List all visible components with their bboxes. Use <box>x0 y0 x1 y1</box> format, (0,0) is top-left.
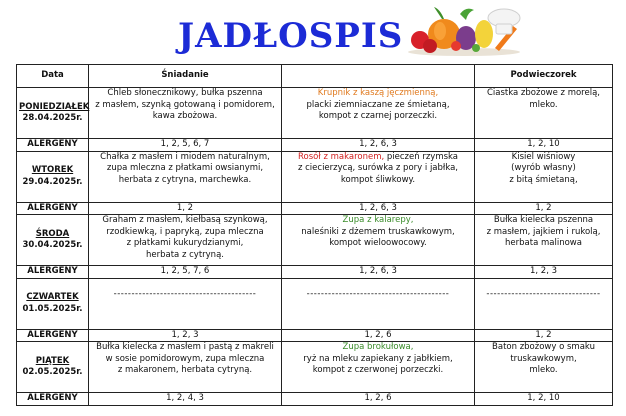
lunch-cell <box>282 278 475 329</box>
allergens-snack: 1, 2, 10 <box>475 139 613 152</box>
allergens-lunch: 1, 2, 6, 3 <box>282 139 475 152</box>
allergens-lunch: 1, 2, 6 <box>282 329 475 342</box>
breakfast-cell <box>89 88 282 139</box>
day-name: PONIEDZIAŁEK <box>19 101 90 112</box>
soup-name: Krupnik z kaszą jęczmienną, <box>317 88 439 98</box>
meal-line: zupa mleczna z płatkami owsianymi, <box>106 163 264 173</box>
allergens-snack: 1, 2, 3 <box>475 266 613 279</box>
allergens-row <box>17 266 613 279</box>
breakfast-cell <box>89 215 282 266</box>
allergens-label: ALERGENY <box>17 139 89 152</box>
day-date: 30.04.2025r. <box>22 240 83 250</box>
meal-line: (wyrób własny) <box>511 163 576 173</box>
meal-line: herbata z cytryna, marchewka. <box>118 174 252 185</box>
day-name: ŚRODA <box>35 228 70 239</box>
meal-line: ryż na mleku zapiekany z jabłkiem, <box>303 353 453 364</box>
allergens-snack: 1, 2, 10 <box>475 393 613 406</box>
allergens-breakfast: 1, 2, 4, 3 <box>89 393 282 406</box>
meal-line: herbata z cytryną. <box>146 249 224 260</box>
table-row <box>17 88 613 139</box>
snack-cell <box>475 215 613 266</box>
breakfast-cell <box>89 342 282 393</box>
allergens-breakfast: 1, 2 <box>89 202 282 215</box>
meal-line: Kisiel wiśniowy <box>511 151 576 162</box>
meal-line: z płatkami kukurydzianymi, <box>126 238 244 248</box>
table-row <box>17 278 613 329</box>
day-cell <box>17 215 89 266</box>
soup-name: Zupa brokułowa, <box>342 342 414 352</box>
breakfast-cell <box>89 278 282 329</box>
lunch-cell <box>282 342 475 393</box>
day-cell <box>17 278 89 329</box>
meal-line: placki ziemniaczane ze śmietaną, <box>306 99 450 110</box>
meal-line: truskawkowym, <box>510 353 577 364</box>
meal-line: naleśniki z dżemem truskawkowym, <box>301 226 455 237</box>
meal-line: z masłem, szynką gotowaną i pomidorem, <box>95 99 275 110</box>
meal-line: kawa zbożowa. <box>152 111 218 121</box>
day-name: PIĄTEK <box>35 355 70 366</box>
meal-line: z makaronem, herbata cytryną. <box>117 365 253 375</box>
day-name: WTOREK <box>31 165 74 175</box>
meal-line: Ciastka zbożowe z morelą, <box>486 88 600 98</box>
lunch-cell <box>282 215 475 266</box>
meal-line: w sosie pomidorowym, zupa mleczna <box>105 353 265 364</box>
meal-line: Bułka kielecka z masłem i pastą z makreli <box>96 342 274 352</box>
header <box>0 0 626 62</box>
allergens-row <box>17 329 613 342</box>
empty-dash: -------------------------------- <box>486 288 601 299</box>
menu-table <box>16 64 613 406</box>
allergens-label: ALERGENY <box>17 266 89 279</box>
page-title: JADŁOSPIS <box>178 16 404 56</box>
allergens-row <box>17 202 613 215</box>
header-lunch <box>282 65 475 88</box>
day-name: CZWARTEK <box>26 292 79 302</box>
breakfast-cell <box>89 151 282 202</box>
day-date: 28.04.2025r. <box>22 113 83 123</box>
allergens-breakfast: 1, 2, 5, 7, 6 <box>89 266 282 279</box>
allergens-row <box>17 139 613 152</box>
meal-line: pieczeń rzymska <box>384 151 459 162</box>
day-date: 29.04.2025r. <box>22 176 83 187</box>
vegetables-illustration-icon <box>400 4 528 56</box>
soup-name: Rosół z makaronem, <box>297 151 385 162</box>
meal-line: Graham z masłem, kiełbasą szynkową, <box>102 215 268 225</box>
meal-line: Chleb słonecznikowy, bułka pszenna <box>107 88 263 98</box>
soup-name: Zupa z kalarepy, <box>342 215 414 225</box>
allergens-breakfast: 1, 2, 5, 6, 7 <box>89 139 282 152</box>
allergens-lunch: 1, 2, 6, 3 <box>282 266 475 279</box>
header-date: Data <box>17 65 89 88</box>
lunch-cell <box>282 151 475 202</box>
header-snack: Podwieczorek <box>475 65 613 88</box>
allergens-label: ALERGENY <box>17 393 89 406</box>
meal-line: kompot wieloowocowy. <box>329 238 427 248</box>
allergens-breakfast: 1, 2, 3 <box>89 329 282 342</box>
empty-dash: ---------------------------------------- <box>306 288 450 299</box>
allergens-label: ALERGENY <box>17 202 89 215</box>
lunch-cell <box>282 88 475 139</box>
day-date: 01.05.2025r. <box>22 303 83 314</box>
allergens-snack: 1, 2 <box>475 202 613 215</box>
meal-line: z masłem, jajkiem i rukolą, <box>486 226 601 237</box>
allergens-row <box>17 393 613 406</box>
snack-cell <box>475 88 613 139</box>
allergens-label: ALERGENY <box>17 329 89 342</box>
meal-line: mleko. <box>529 365 558 375</box>
allergens-lunch: 1, 2, 6, 3 <box>282 202 475 215</box>
meal-line: Chałka z masłem i miodem naturalnym, <box>100 151 270 162</box>
snack-cell <box>475 342 613 393</box>
meal-line: z bitą śmietaną, <box>509 174 578 185</box>
day-cell <box>17 151 89 202</box>
day-cell <box>17 342 89 393</box>
snack-cell <box>475 151 613 202</box>
allergens-snack: 1, 2 <box>475 329 613 342</box>
meal-line: kompot z czerwonej porzeczki. <box>312 365 444 375</box>
table-row <box>17 342 613 393</box>
meal-line: rzodkiewką, i papryką, zupa mleczna <box>106 226 264 237</box>
meal-line: mleko. <box>529 99 558 110</box>
meal-line: kompot śliwkowy. <box>340 174 416 185</box>
meal-line: Bułka kielecka pszenna <box>493 215 594 225</box>
allergens-lunch: 1, 2, 6 <box>282 393 475 406</box>
snack-cell <box>475 278 613 329</box>
meal-line: herbata malinowa <box>505 238 582 248</box>
table-row <box>17 215 613 266</box>
meal-line: Baton zbożowy o smaku <box>492 342 595 352</box>
day-date: 02.05.2025r. <box>22 367 83 377</box>
empty-dash: ---------------------------------------- <box>113 288 257 299</box>
header-row <box>17 65 613 88</box>
meal-line: kompot z czarnej porzeczki. <box>318 111 438 121</box>
meal-line: z ciecierzycą, surówka z pory i jabłka, <box>297 163 459 173</box>
header-breakfast: Śniadanie <box>89 65 282 88</box>
day-cell <box>17 88 89 139</box>
table-row <box>17 151 613 202</box>
